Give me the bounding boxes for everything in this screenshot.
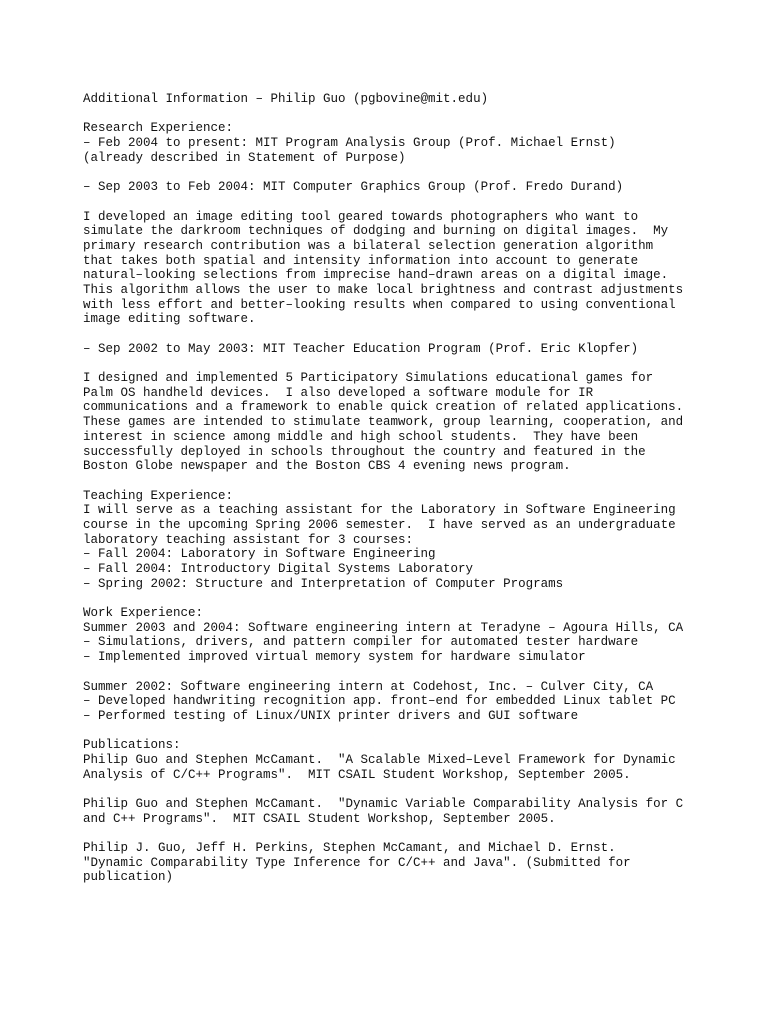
spacer: [83, 591, 753, 606]
work-job-2-line: – Performed testing of Linux/UNIX printer drivers and GUI software: [83, 708, 579, 723]
spacer: [83, 165, 753, 180]
spacer: [83, 356, 753, 371]
research-heading: Research Experience:: [83, 121, 234, 136]
research-entry-2-line: image editing software.: [83, 312, 256, 327]
research-entry-2-line: with less effort and better–looking results when compared to using conventional: [83, 297, 676, 312]
spacer: [83, 665, 753, 680]
publication-3-line: Philip J. Guo, Jeff H. Perkins, Stephen McCamant, and Michael D. Ernst.: [83, 841, 616, 856]
research-entry-2-line: simulate the darkroom techniques of dodging and burning on digital images. My: [83, 224, 669, 239]
spacer: [83, 826, 753, 841]
teaching-course-item: – Spring 2002: Structure and Interpretation of Computer Programs: [83, 576, 564, 591]
work-job-1-line: – Simulations, drivers, and pattern compiler for automated tester hardware: [83, 635, 639, 650]
research-entry-1-line: (already described in Statement of Purpose): [83, 150, 406, 165]
document-page: [83, 92, 753, 885]
teaching-line: course in the upcoming Spring 2006 semester. I have served as an undergraduate: [83, 517, 676, 532]
spacer: [83, 724, 753, 739]
teaching-heading: Teaching Experience:: [83, 488, 234, 503]
publication-2-line: and C++ Programs". MIT CSAIL Student Workshop, September 2005.: [83, 811, 556, 826]
document-header: Additional Information – Philip Guo (pgbovine@mit.edu): [83, 92, 489, 106]
research-entry-2-line: primary research contribution was a bilateral selection generation algorithm: [83, 238, 654, 253]
spacer: [83, 327, 753, 342]
spacer: [83, 107, 753, 122]
publication-3-line: "Dynamic Comparability Type Inference for C/C++ and Java". (Submitted for: [83, 855, 631, 870]
research-entry-2-line: that takes both spatial and intensity information into account to generate: [83, 253, 639, 268]
research-entry-3-line: communications and a framework to enable quick creation of related applications.: [83, 400, 684, 415]
research-entry-2-line: natural–looking selections from imprecise hand–drawn areas on a digital image.: [83, 268, 669, 283]
research-entry-2-line: I developed an image editing tool geared towards photographers who want to: [83, 209, 639, 224]
publication-3-line: publication): [83, 870, 174, 885]
work-heading: Work Experience:: [83, 606, 204, 621]
spacer: [83, 195, 753, 210]
teaching-line: laboratory teaching assistant for 3 courses:: [83, 532, 414, 547]
publication-2-line: Philip Guo and Stephen McCamant. "Dynamic Variable Comparability Analysis for C: [83, 797, 684, 811]
work-job-2-line: Summer 2002: Software engineering intern at Codehost, Inc. – Culver City, CA: [83, 679, 654, 694]
research-entry-3-title: – Sep 2002 to May 2003: MIT Teacher Education Program (Prof. Eric Klopfer): [83, 341, 639, 356]
work-job-2-line: – Developed handwriting recognition app. front–end for embedded Linux tablet PC: [83, 694, 676, 709]
work-job-1-line: Summer 2003 and 2004: Software engineering intern at Teradyne – Agoura Hills, CA: [83, 620, 684, 635]
publication-1-line: Philip Guo and Stephen McCamant. "A Scalable Mixed–Level Framework for Dynamic: [83, 752, 676, 767]
spacer: [83, 474, 753, 489]
teaching-line: I will serve as a teaching assistant for the Laboratory in Software Engineering: [83, 503, 676, 518]
research-entry-1-line: – Feb 2004 to present: MIT Program Analysis Group (Prof. Michael Ernst): [83, 136, 616, 151]
research-entry-3-line: successfully deployed in schools throughout the country and featured in the: [83, 444, 646, 459]
research-entry-3-line: Boston Globe newspaper and the Boston CBS 4 evening news program.: [83, 459, 571, 474]
work-job-1-line: – Implemented improved virtual memory system for hardware simulator: [83, 650, 586, 665]
research-entry-2-line: This algorithm allows the user to make local brightness and contrast adjustments: [83, 282, 684, 297]
teaching-course-item: – Fall 2004: Introductory Digital Systems Laboratory: [83, 562, 474, 576]
publication-1-line: Analysis of C/C++ Programs". MIT CSAIL Student Workshop, September 2005.: [83, 767, 631, 782]
research-entry-3-line: Palm OS handheld devices. I also developed a software module for IR: [83, 385, 594, 400]
research-entry-2-title: – Sep 2003 to Feb 2004: MIT Computer Graphics Group (Prof. Fredo Durand): [83, 180, 624, 195]
teaching-course-item: – Fall 2004: Laboratory in Software Engineering: [83, 547, 436, 562]
publications-heading: Publications:: [83, 738, 181, 753]
spacer: [83, 782, 753, 797]
research-entry-3-line: I designed and implemented 5 Participatory Simulations educational games for: [83, 371, 654, 386]
research-entry-3-line: These games are intended to stimulate teamwork, group learning, cooperation, and: [83, 415, 684, 430]
research-entry-3-line: interest in science among middle and high school students. They have been: [83, 429, 639, 444]
